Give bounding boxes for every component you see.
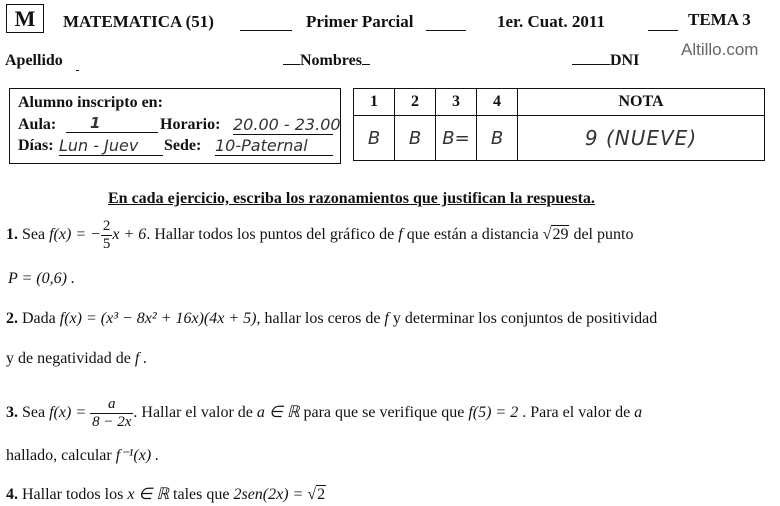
- header-rule: [648, 30, 678, 31]
- horario-label: Horario:: [160, 116, 221, 133]
- grade-mark-2: B: [395, 116, 436, 161]
- fraction: $\frac{2}{5}$: [102, 218, 111, 252]
- instructions: En cada ejercicio, escriba los razonamientos que justifican la respuesta.: [108, 190, 595, 207]
- course-title: MATEMATICA (51): [63, 12, 214, 31]
- problem-1: 1. Sea f(x) = − $\frac{2}{5}$ x + 6. Hallar todos los puntos del gráfico de f que están a distancia √29 del punto: [6, 218, 634, 252]
- problem-2: 2. Dada f(x) = (x³ − 8x² + 16x)(4x + 5), hallar los ceros de f y determinar los conjuntos de positividad: [6, 310, 658, 327]
- tema-label: TEMA 3: [688, 10, 751, 29]
- problem-4: 4. Hallar todos los x ∈ ℝ tales que 2sen(2x) = √2: [6, 486, 326, 503]
- enrollment-title: Alumno inscripto en:: [18, 94, 163, 111]
- problem-3: 3. Sea f(x) = $\frac{a}{8 - 2x}$ . Hallar el valor de a ∈ ℝ para que se verifique que f(5) = 2 . Para el valor de a: [6, 396, 643, 430]
- grade-header-4: 4: [477, 89, 518, 116]
- apellido-line[interactable]: [76, 70, 79, 71]
- grade-mark-4: B: [477, 116, 518, 161]
- grade-header-1: 1: [354, 89, 395, 116]
- problem-number: 3.: [6, 404, 18, 422]
- nombres-label: Nombres: [283, 52, 370, 70]
- aula-value: 1: [66, 114, 158, 133]
- exam-title: Primer Parcial: [306, 12, 414, 31]
- sqrt-29: √29: [542, 226, 569, 244]
- grade-mark-3: B=: [436, 116, 477, 161]
- problem-number: 4.: [6, 486, 18, 503]
- grades-table: [353, 88, 765, 161]
- aula-label: Aula:: [18, 116, 57, 133]
- grade-mark-1: B: [354, 116, 395, 161]
- problem-2-cont: y de negatividad de f .: [6, 350, 148, 367]
- nota-header: NOTA: [518, 89, 765, 116]
- dni-label: DNI: [572, 52, 639, 70]
- fraction: $\frac{a}{8 - 2x}$: [92, 396, 132, 430]
- sede-label: Sede:: [164, 137, 202, 154]
- enrollment-box: [9, 88, 341, 164]
- exam-period: 1er. Cuat. 2011: [497, 12, 605, 31]
- apellido-label: Apellido: [5, 52, 63, 69]
- header-rule: [240, 30, 292, 31]
- problem-number: 2.: [6, 310, 18, 327]
- form-code-box: M: [6, 4, 44, 33]
- sede-value: 10-Paternal: [215, 136, 333, 156]
- problem-1-point: P = (0,6) .: [8, 270, 75, 287]
- watermark: Altillo.com: [681, 40, 759, 59]
- sqrt-2: √2: [307, 486, 326, 503]
- problem-3-cont: hallado, calcular f⁻¹(x) .: [6, 447, 160, 464]
- horario-value: 20.00 - 23.00: [233, 115, 341, 134]
- nota-value: 9 (NUEVE): [518, 116, 765, 161]
- dias-label: Días:: [18, 137, 54, 154]
- header-rule: [426, 30, 466, 31]
- grade-header-2: 2: [395, 89, 436, 116]
- dias-value: Lun - Juev: [59, 136, 163, 156]
- grade-header-3: 3: [436, 89, 477, 116]
- problem-number: 1.: [6, 226, 18, 244]
